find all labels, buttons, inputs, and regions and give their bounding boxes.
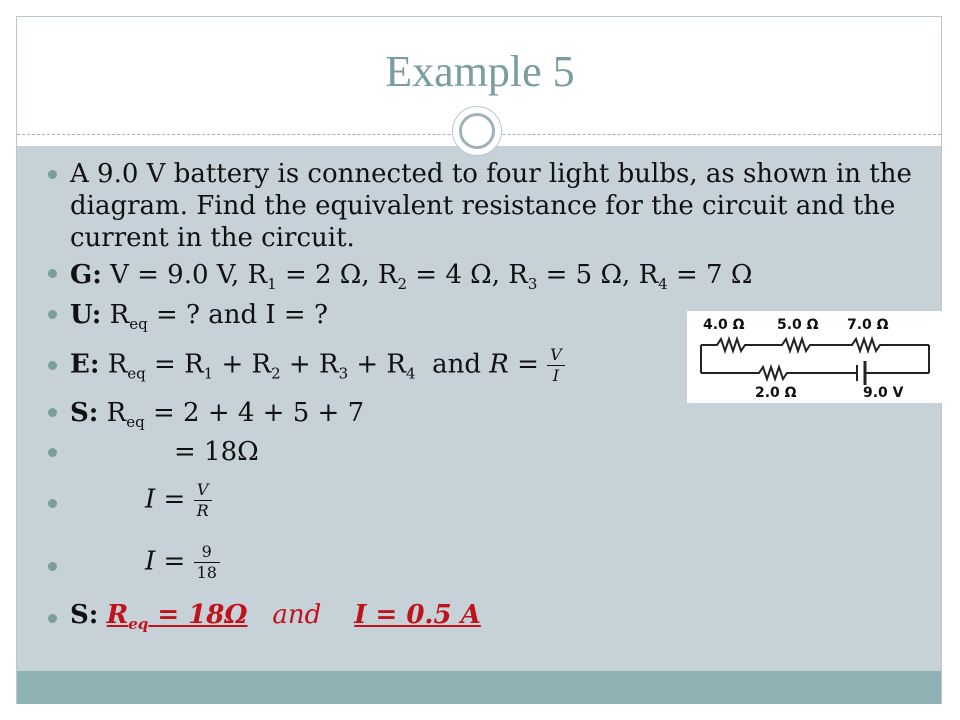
given-label: G: [70,260,102,290]
bullet-icon [48,170,57,179]
current-formula: I = $\frac{V}{R}$ [145,480,212,521]
solve-result: = 18Ω [174,437,259,467]
final-answer: S: $R_{eq} = 18\Omega$ and I = 0.5 A [70,600,481,634]
footer-bar [17,671,941,704]
slide-title: Example 5 [385,47,575,96]
resistor-label: 2.0 Ω [755,385,797,401]
problem-statement: A 9.0 V battery is connected to four light bulbs, as shown in the diagram. Find the equivalent resistance for the circuit and the current in the circuit. [70,159,912,253]
bullet-icon [48,310,57,319]
unknown-line: U: $R_{eq}$ = ? and I = ? [70,300,328,334]
solve-label: S: [70,398,99,428]
bullet-icon [48,614,57,623]
given-line: G: V = 9.0 V, $R_1 = 2$ Ω, $R_2 = 4$ Ω, $R_3 = 5$ Ω, $R_4 = 7$ Ω [70,260,753,294]
resistor-label: 7.0 Ω [847,317,889,333]
resistor-label: 4.0 Ω [703,317,745,333]
circuit-diagram [687,311,944,403]
ohms-law-fraction: $\frac{V}{I}$ [547,345,565,386]
bullet-icon [48,408,57,417]
bullet-icon [48,269,57,278]
current-substitution: I = $\frac{9}{18}$ [145,542,220,583]
solve-line: S: $R_{eq} = 2 + 4 + 5 + 7$ [70,398,365,432]
equation-label: E: [70,349,100,380]
unknown-label: U: [70,300,102,330]
resistor-label: 5.0 Ω [777,317,819,333]
bullet-icon [48,499,57,508]
bullet-icon [48,361,57,370]
final-label: S: [70,600,99,630]
bullet-icon [48,448,57,457]
bullet-icon [48,562,57,571]
battery-label: 9.0 V [863,385,904,401]
equation-line: E: $R_{eq} = R_1 + R_2 + R_3 + R_4$ and R = $\frac{V}{I}$ [70,345,565,386]
divider-circle-icon [452,106,502,156]
